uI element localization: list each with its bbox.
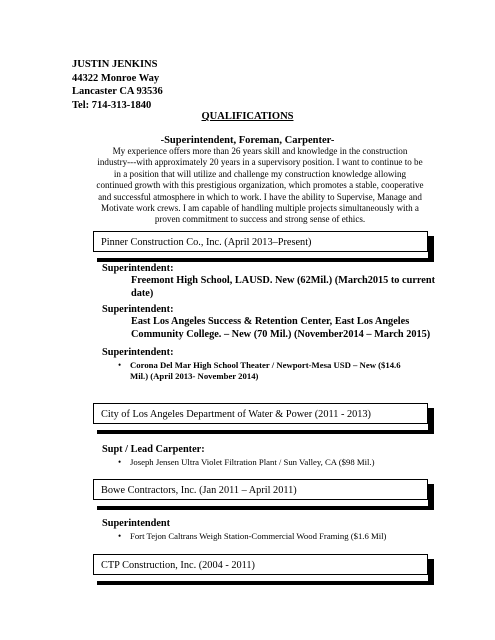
project-line: Freemont High School, LAUSD. New (62Mil.) (March2015 to current [131, 275, 436, 286]
summary-line: proven commitment to success and strong sense of ethics. [154, 214, 366, 225]
project-line: date) [131, 287, 154, 299]
summary-line: in a position that will utilize and challenge my construction knowledge allowing [113, 168, 407, 179]
employer-header-bowe: Bowe Contractors, Inc. (Jan 2011 – April 2011) [93, 479, 428, 500]
bullet-text: Fort Tejon Caltrans Weigh Station-Commercial Wood Framing ($1.6 Mil) [130, 531, 387, 541]
telephone: Tel: 714-313-1840 [72, 99, 152, 111]
role-title: Supt / Lead Carpenter: [102, 444, 205, 455]
header-shadow [97, 258, 434, 262]
project-bullet [118, 360, 401, 382]
header-shadow [97, 581, 434, 585]
street-address: 44322 Monroe Way [72, 72, 160, 84]
summary-line: My experience offers more than 26 years skill and knowledge in the construction [112, 146, 408, 156]
bullet-icon: • [118, 360, 122, 370]
job-titles: -Superintendent, Foreman, Carpenter- [160, 135, 335, 146]
project-bullet [118, 457, 375, 468]
summary-line: Motivate work crews. I am capable of handling multiple projects simultaneously with a [101, 203, 419, 214]
city-state-zip: Lancaster CA 93536 [72, 86, 163, 98]
role-title: Superintendent: [102, 347, 174, 358]
summary-line: continued growth with this prestigious organization, which promotes a stable, cooperative [96, 180, 424, 191]
project-line: East Los Angeles Success & Retention Center, East Los Angeles [131, 316, 410, 327]
role-title: Superintendent: [102, 304, 174, 315]
bullet-text [130, 360, 401, 382]
summary-line: industry---with approximately 20 years in a supervisory position. I want to continue to be [97, 157, 423, 168]
bullet-text: Joseph Jensen Ultra Violet Filtration Plant / Sun Valley, CA ($98 Mil.) [130, 457, 375, 467]
bullet-line: Mil.) (April 2013- November 2014) [130, 371, 259, 381]
bullet-line: Corona Del Mar High School Theater / Newport-Mesa USD – New ($14.6 [130, 360, 401, 370]
employer-header-pinner: Pinner Construction Co., Inc. (April 2013–Present) [93, 231, 428, 252]
employer-header-ctp: CTP Construction, Inc. (2004 - 2011) [93, 554, 428, 575]
project-description [131, 316, 430, 341]
employer-header-ladwp: City of Los Angeles Department of Water & Power (2011 - 2013) [93, 403, 428, 424]
role-title: Superintendent [102, 518, 171, 529]
summary-line: and successful atmosphere in which to work. I have the ability to Supervise, Manage and [98, 191, 422, 202]
qualifications-summary [91, 146, 429, 226]
role-title: Superintendent: [102, 263, 174, 274]
header-shadow [97, 506, 434, 510]
project-line: Community College. – New (70 Mil.) (November2014 – March 2015) [131, 328, 431, 340]
project-description [131, 275, 435, 300]
bullet-icon: • [118, 531, 122, 541]
candidate-name: JUSTIN JENKINS [72, 59, 158, 70]
qualifications-heading: QUALIFICATIONS [201, 111, 294, 122]
bullet-icon: • [118, 457, 122, 467]
contact-block [72, 58, 163, 112]
header-shadow [97, 430, 434, 434]
project-bullet [118, 531, 386, 542]
